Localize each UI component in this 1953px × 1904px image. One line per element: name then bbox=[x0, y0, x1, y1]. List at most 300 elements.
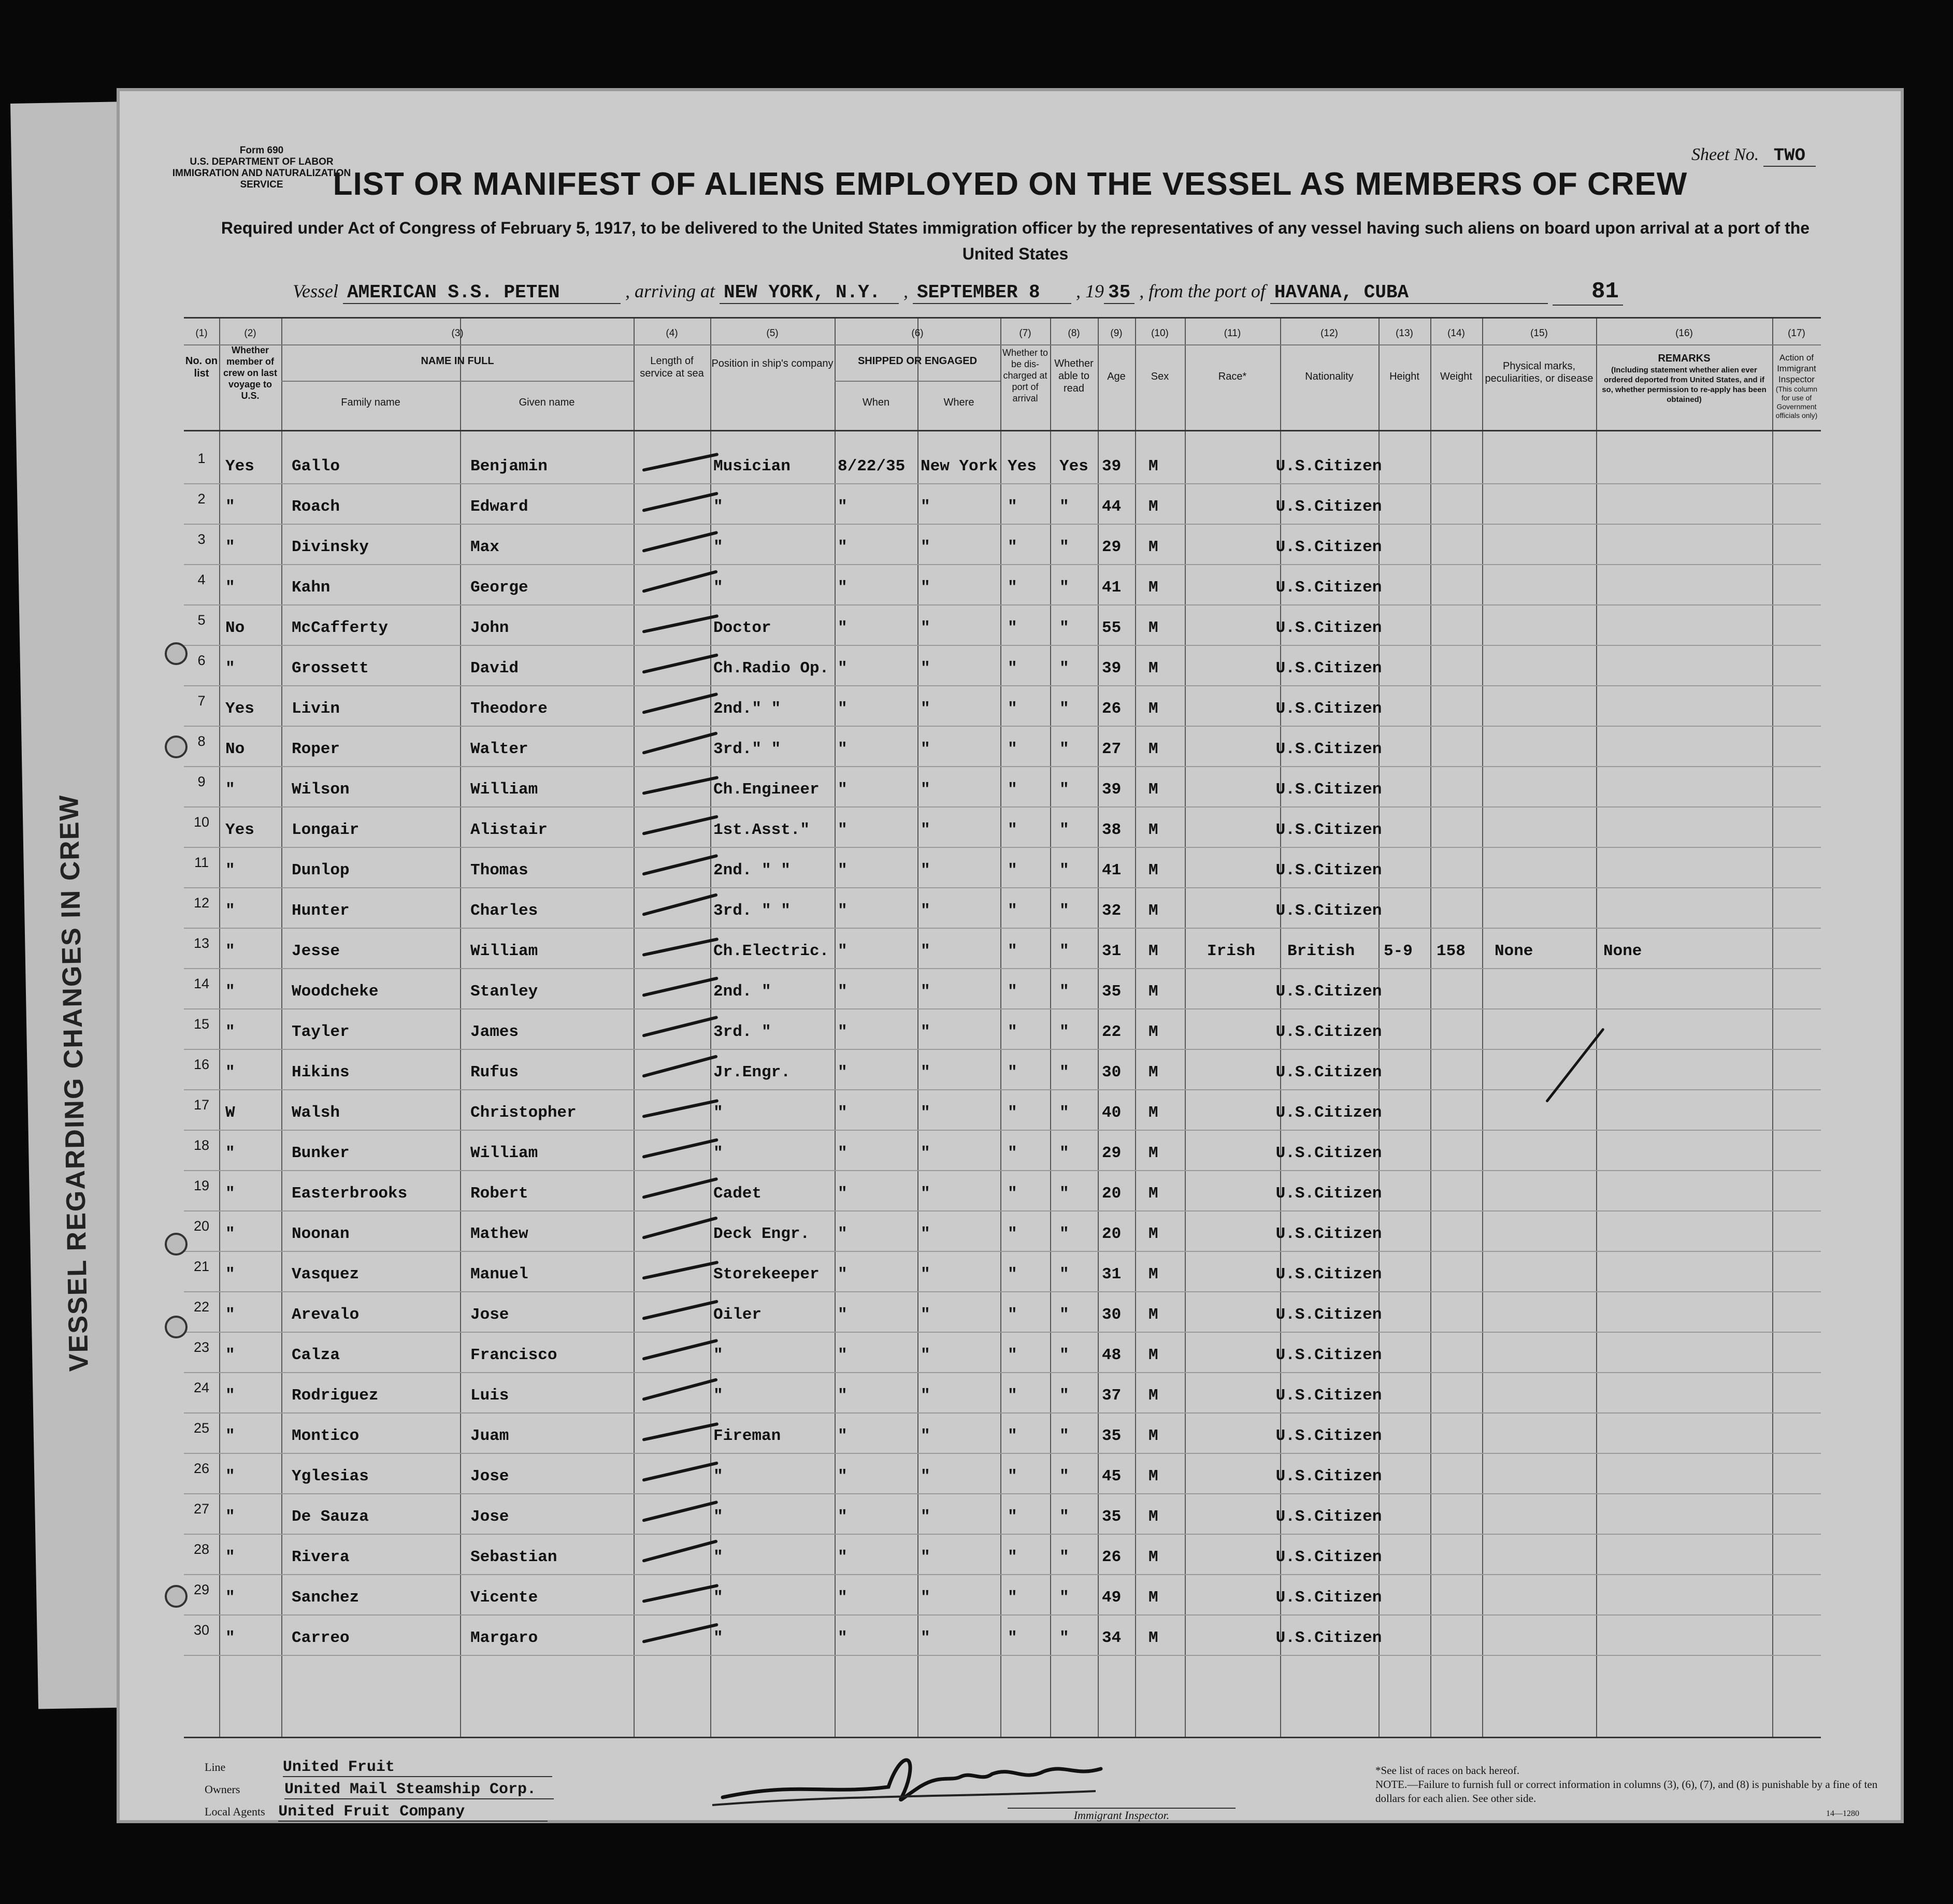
family-name-cell: Montico bbox=[292, 1427, 360, 1445]
column-number: (9) bbox=[1110, 328, 1123, 339]
column-number: (14) bbox=[1447, 328, 1465, 339]
col-height: Height bbox=[1389, 371, 1419, 382]
from-label: , from the port of bbox=[1139, 281, 1266, 301]
race-cell: U.S.Citizen bbox=[1275, 983, 1382, 1001]
age-cell: 49 bbox=[1102, 1589, 1122, 1607]
family-name-cell: Divinsky bbox=[292, 538, 369, 556]
where-cell: " bbox=[921, 1023, 930, 1041]
age-cell: 34 bbox=[1102, 1629, 1122, 1647]
service-length-mark bbox=[642, 976, 719, 997]
member-cell: " bbox=[225, 1427, 235, 1445]
family-name-cell: Vasquez bbox=[292, 1265, 360, 1283]
service-length-mark bbox=[642, 1099, 719, 1118]
age-cell: 37 bbox=[1102, 1387, 1122, 1405]
family-name-cell: Hikins bbox=[292, 1063, 350, 1081]
given-name-cell: George bbox=[470, 579, 528, 597]
age-cell: 27 bbox=[1102, 740, 1122, 758]
page-title: LIST OR MANIFEST OF ALIENS EMPLOYED ON THE VESSEL AS MEMBERS OF CREW bbox=[333, 166, 1688, 202]
column-number: (7) bbox=[1019, 328, 1031, 339]
position-cell: " bbox=[713, 579, 723, 597]
position-cell: " bbox=[713, 1104, 723, 1122]
age-cell: 26 bbox=[1102, 700, 1122, 718]
sex-cell: M bbox=[1148, 700, 1158, 718]
age-cell: 39 bbox=[1102, 659, 1122, 677]
read-cell: " bbox=[1059, 1104, 1069, 1122]
family-name-cell: Woodcheke bbox=[292, 983, 379, 1001]
read-cell: " bbox=[1059, 538, 1069, 556]
weight-cell: 158 bbox=[1437, 942, 1466, 960]
row-rule bbox=[184, 1655, 1821, 1656]
position-cell: " bbox=[713, 1467, 723, 1485]
position-cell: " bbox=[713, 498, 723, 516]
read-cell: " bbox=[1059, 1063, 1069, 1081]
age-cell: 40 bbox=[1102, 1104, 1122, 1122]
position-cell: " bbox=[713, 538, 723, 556]
when-cell: " bbox=[838, 1225, 848, 1243]
service-length-mark bbox=[642, 776, 719, 795]
age-cell: 55 bbox=[1102, 619, 1122, 637]
member-cell: " bbox=[225, 1144, 235, 1162]
when-cell: " bbox=[838, 1467, 848, 1485]
row-rule bbox=[184, 847, 1821, 848]
binder-hole bbox=[165, 642, 188, 665]
age-cell: 32 bbox=[1102, 902, 1122, 920]
service-length-mark bbox=[642, 1584, 719, 1603]
race-cell: U.S.Citizen bbox=[1275, 1467, 1382, 1485]
position-cell: " bbox=[713, 1144, 723, 1162]
binder-hole bbox=[165, 1316, 188, 1338]
given-name-cell: Edward bbox=[470, 498, 528, 516]
col-where: Where bbox=[943, 397, 974, 408]
row-number: 28 bbox=[193, 1541, 210, 1557]
row-number: 24 bbox=[193, 1380, 210, 1395]
read-cell: " bbox=[1059, 1265, 1069, 1283]
given-name-cell: William bbox=[470, 942, 538, 960]
col-sex: Sex bbox=[1151, 371, 1169, 382]
age-cell: 35 bbox=[1102, 1427, 1122, 1445]
row-number: 29 bbox=[193, 1582, 210, 1597]
where-cell: " bbox=[921, 821, 930, 839]
physical-cell: None bbox=[1495, 942, 1533, 960]
service-length-mark bbox=[642, 1055, 717, 1078]
sex-cell: M bbox=[1148, 659, 1158, 677]
sex-cell: M bbox=[1148, 619, 1158, 637]
discharged-cell: " bbox=[1008, 1225, 1017, 1243]
row-rule bbox=[184, 1089, 1821, 1090]
row-number: 14 bbox=[193, 976, 210, 991]
family-name-cell: Yglesias bbox=[292, 1467, 369, 1485]
race-cell: U.S.Citizen bbox=[1275, 1427, 1382, 1445]
position-cell: " bbox=[713, 1629, 723, 1647]
discharged-cell: " bbox=[1008, 781, 1017, 799]
when-cell: " bbox=[838, 1387, 848, 1405]
service-length-mark bbox=[642, 492, 719, 512]
column-number: (5) bbox=[766, 328, 779, 339]
remarks-cell: None bbox=[1603, 942, 1642, 960]
row-number: 9 bbox=[197, 774, 206, 789]
race-cell: U.S.Citizen bbox=[1275, 579, 1382, 597]
given-name-cell: Jose bbox=[470, 1467, 509, 1485]
family-name-cell: Gallo bbox=[292, 457, 340, 475]
service-length-mark bbox=[642, 731, 717, 755]
position-cell: Oiler bbox=[713, 1306, 762, 1324]
position-cell: 3rd. " bbox=[713, 1023, 771, 1041]
member-cell: " bbox=[225, 902, 235, 920]
age-cell: 39 bbox=[1102, 457, 1122, 475]
when-cell: " bbox=[838, 1548, 848, 1566]
arriving-label: , arriving at bbox=[625, 281, 715, 301]
race-cell: U.S.Citizen bbox=[1275, 1387, 1382, 1405]
position-cell: 3rd. " " bbox=[713, 902, 791, 920]
family-name-cell: De Sauza bbox=[292, 1508, 369, 1526]
sex-cell: M bbox=[1148, 942, 1158, 960]
member-cell: No bbox=[225, 619, 245, 637]
read-cell: " bbox=[1059, 1023, 1069, 1041]
discharged-cell: " bbox=[1008, 1306, 1017, 1324]
member-cell: " bbox=[225, 1225, 235, 1243]
where-cell: " bbox=[921, 1508, 930, 1526]
year-value: 35 bbox=[1104, 282, 1135, 304]
sex-cell: M bbox=[1148, 1548, 1158, 1566]
sex-cell: M bbox=[1148, 1104, 1158, 1122]
given-name-cell: Margaro bbox=[470, 1629, 538, 1647]
age-cell: 39 bbox=[1102, 781, 1122, 799]
service-length-mark bbox=[642, 1623, 719, 1643]
where-cell: " bbox=[921, 740, 930, 758]
when-cell: " bbox=[838, 1427, 848, 1445]
when-cell: " bbox=[838, 1023, 848, 1041]
position-cell: Jr.Engr. bbox=[713, 1063, 791, 1081]
family-name-cell: Longair bbox=[292, 821, 360, 839]
when-cell: " bbox=[838, 942, 848, 960]
row-rule bbox=[184, 1614, 1821, 1615]
header-bottom-rule bbox=[184, 430, 1821, 431]
sex-cell: M bbox=[1148, 1387, 1158, 1405]
column-rule bbox=[1000, 319, 1001, 1737]
page-number: 81 bbox=[1553, 279, 1623, 306]
family-name-cell: Walsh bbox=[292, 1104, 340, 1122]
where-cell: " bbox=[921, 498, 930, 516]
row-rule bbox=[184, 1291, 1821, 1292]
race-cell: U.S.Citizen bbox=[1275, 821, 1382, 839]
row-rule bbox=[184, 1008, 1821, 1009]
member-cell: " bbox=[225, 1589, 235, 1607]
column-rule bbox=[1050, 319, 1051, 1737]
discharged-cell: " bbox=[1008, 983, 1017, 1001]
race-cell: U.S.Citizen bbox=[1275, 1265, 1382, 1283]
service-length-mark bbox=[642, 854, 718, 876]
race-cell: U.S.Citizen bbox=[1275, 538, 1382, 556]
col-length-service: Length of service at sea bbox=[640, 355, 704, 379]
when-cell: " bbox=[838, 1589, 848, 1607]
row-number: 19 bbox=[193, 1178, 210, 1193]
row-number: 5 bbox=[197, 612, 206, 628]
height-cell: 5-9 bbox=[1384, 942, 1413, 960]
sex-cell: M bbox=[1148, 538, 1158, 556]
read-cell: " bbox=[1059, 902, 1069, 920]
row-rule bbox=[184, 726, 1821, 727]
where-cell: " bbox=[921, 1104, 930, 1122]
column-rule bbox=[835, 319, 836, 1737]
line-value: United Fruit bbox=[283, 1758, 552, 1777]
signature-text bbox=[909, 1761, 1052, 1789]
given-name-cell: William bbox=[470, 1144, 538, 1162]
discharged-cell: " bbox=[1008, 538, 1017, 556]
row-rule bbox=[184, 1251, 1821, 1252]
age-cell: 29 bbox=[1102, 1144, 1122, 1162]
where-cell: " bbox=[921, 1225, 930, 1243]
race-cell: U.S.Citizen bbox=[1275, 1629, 1382, 1647]
form-number: Form 690 bbox=[239, 145, 284, 156]
sheet-label: Sheet No. bbox=[1691, 145, 1759, 164]
when-cell: " bbox=[838, 1306, 848, 1324]
family-name-cell: Roper bbox=[292, 740, 340, 758]
where-cell: " bbox=[921, 1589, 930, 1607]
age-cell: 44 bbox=[1102, 498, 1122, 516]
read-cell: " bbox=[1059, 1346, 1069, 1364]
owners-value: United Mail Steamship Corp. bbox=[284, 1781, 554, 1799]
col-name-in-full: NAME IN FULL bbox=[421, 355, 494, 367]
age-cell: 31 bbox=[1102, 942, 1122, 960]
when-cell: " bbox=[838, 1265, 848, 1283]
where-cell: " bbox=[921, 1427, 930, 1445]
nationality-cell: British bbox=[1287, 942, 1355, 960]
col-physical: Physical marks, peculiarities, or disease bbox=[1485, 360, 1593, 384]
position-cell: Deck Engr. bbox=[713, 1225, 810, 1243]
arriving-value: NEW YORK, N.Y. bbox=[720, 282, 899, 304]
row-number: 4 bbox=[197, 572, 206, 587]
header-rule bbox=[184, 344, 1821, 345]
penalty-note: NOTE.—Failure to furnish full or correct information in columns (3), (6), (7), and (8) is punishable by a fine of ten dollars for each alien. See other side. bbox=[1375, 1778, 1878, 1805]
sex-cell: M bbox=[1148, 1063, 1158, 1081]
race-cell: U.S.Citizen bbox=[1275, 700, 1382, 718]
family-name-cell: Dunlop bbox=[292, 861, 350, 879]
column-number: (13) bbox=[1396, 328, 1413, 339]
service-name: IMMIGRATION AND NATURALIZATION SERVICE bbox=[172, 168, 351, 190]
column-number: (2) bbox=[244, 328, 256, 339]
given-name-cell: Luis bbox=[470, 1387, 509, 1405]
age-cell: 45 bbox=[1102, 1467, 1122, 1485]
where-cell: " bbox=[921, 1185, 930, 1203]
from-value: HAVANA, CUBA bbox=[1270, 282, 1548, 304]
where-cell: " bbox=[921, 1467, 930, 1485]
race-cell: U.S.Citizen bbox=[1275, 659, 1382, 677]
when-cell: " bbox=[838, 498, 848, 516]
when-cell: " bbox=[838, 1346, 848, 1364]
row-rule bbox=[184, 1534, 1821, 1535]
column-rule bbox=[1482, 319, 1483, 1737]
service-length-mark bbox=[642, 1539, 717, 1563]
member-cell: " bbox=[225, 1629, 235, 1647]
row-rule bbox=[184, 1372, 1821, 1373]
member-cell: Yes bbox=[225, 457, 254, 475]
discharged-cell: " bbox=[1008, 1387, 1017, 1405]
race-cell: U.S.Citizen bbox=[1275, 902, 1382, 920]
inspector-signature bbox=[692, 1746, 1158, 1818]
row-number: 23 bbox=[193, 1339, 210, 1355]
when-cell: " bbox=[838, 902, 848, 920]
column-number: (11) bbox=[1224, 328, 1241, 339]
discharged-cell: " bbox=[1008, 1104, 1017, 1122]
vessel-label: Vessel bbox=[293, 281, 338, 301]
discharged-cell: " bbox=[1008, 579, 1017, 597]
service-length-mark bbox=[642, 653, 719, 674]
when-cell: 8/22/35 bbox=[838, 457, 906, 475]
member-cell: " bbox=[225, 1508, 235, 1526]
form-code: 14—1280 bbox=[1826, 1809, 1859, 1818]
member-cell: Yes bbox=[225, 700, 254, 718]
owners-label: Owners bbox=[205, 1783, 240, 1796]
column-number: (3) bbox=[451, 328, 464, 339]
given-name-cell: Walter bbox=[470, 740, 528, 758]
read-cell: " bbox=[1059, 781, 1069, 799]
position-cell: 2nd. " " bbox=[713, 861, 791, 879]
where-cell: " bbox=[921, 902, 930, 920]
service-length-mark bbox=[642, 815, 719, 835]
age-cell: 35 bbox=[1102, 1508, 1122, 1526]
header-rule bbox=[281, 381, 634, 382]
vessel-line: Vessel AMERICAN S.S. PETEN , arriving at NEW YORK, N.Y. , SEPTEMBER 8 , 19 35 , from the port of HAVANA, CUBA 81 bbox=[293, 279, 1847, 306]
row-rule bbox=[184, 564, 1821, 565]
column-rule bbox=[1430, 319, 1431, 1737]
age-cell: 38 bbox=[1102, 821, 1122, 839]
service-length-mark bbox=[642, 893, 717, 916]
service-length-mark bbox=[642, 1461, 719, 1482]
given-name-cell: Stanley bbox=[470, 983, 538, 1001]
family-name-cell: Jesse bbox=[292, 942, 340, 960]
where-cell: " bbox=[921, 538, 930, 556]
position-cell: Musician bbox=[713, 457, 791, 475]
position-cell: Ch.Electric. bbox=[713, 942, 829, 960]
position-cell: 1st.Asst." bbox=[713, 821, 810, 839]
age-cell: 41 bbox=[1102, 579, 1122, 597]
where-cell: " bbox=[921, 1346, 930, 1364]
sex-cell: M bbox=[1148, 1144, 1158, 1162]
discharged-cell: " bbox=[1008, 1508, 1017, 1526]
race-cell: U.S.Citizen bbox=[1275, 1185, 1382, 1203]
given-name-cell: Theodore bbox=[470, 700, 548, 718]
sex-cell: M bbox=[1148, 1508, 1158, 1526]
discharged-cell: " bbox=[1008, 1629, 1017, 1647]
when-cell: " bbox=[838, 538, 848, 556]
line-label: Line bbox=[205, 1761, 226, 1773]
position-cell: " bbox=[713, 1589, 723, 1607]
race-cell: Irish bbox=[1207, 942, 1256, 960]
col-action-label: Action of Immigrant Inspector bbox=[1777, 353, 1816, 384]
when-cell: " bbox=[838, 1508, 848, 1526]
discharged-cell: " bbox=[1008, 659, 1017, 677]
where-cell: " bbox=[921, 1548, 930, 1566]
service-length-mark bbox=[642, 1138, 719, 1159]
where-cell: " bbox=[921, 983, 930, 1001]
race-cell: U.S.Citizen bbox=[1275, 1225, 1382, 1243]
given-name-cell: Sebastian bbox=[470, 1548, 557, 1566]
col-shipped: SHIPPED OR ENGAGED bbox=[857, 355, 978, 367]
member-cell: " bbox=[225, 1548, 235, 1566]
sex-cell: M bbox=[1148, 740, 1158, 758]
row-rule bbox=[184, 685, 1821, 686]
race-cell: U.S.Citizen bbox=[1275, 1589, 1382, 1607]
sex-cell: M bbox=[1148, 457, 1158, 475]
where-cell: " bbox=[921, 1063, 930, 1081]
service-length-mark bbox=[642, 1300, 719, 1320]
service-length-mark bbox=[642, 1501, 718, 1522]
discharged-cell: " bbox=[1008, 498, 1017, 516]
position-cell: Cadet bbox=[713, 1185, 762, 1203]
where-cell: " bbox=[921, 1629, 930, 1647]
when-cell: " bbox=[838, 781, 848, 799]
age-cell: 30 bbox=[1102, 1063, 1122, 1081]
year-prefix: , 19 bbox=[1076, 281, 1104, 301]
agents-value: United Fruit Company bbox=[278, 1803, 548, 1822]
race-cell: U.S.Citizen bbox=[1275, 1023, 1382, 1041]
position-cell: Fireman bbox=[713, 1427, 781, 1445]
binder-hole bbox=[165, 735, 188, 758]
age-cell: 20 bbox=[1102, 1225, 1122, 1243]
when-cell: " bbox=[838, 1629, 848, 1647]
discharged-cell: " bbox=[1008, 1185, 1017, 1203]
race-cell: U.S.Citizen bbox=[1275, 781, 1382, 799]
column-rule bbox=[1772, 319, 1773, 1737]
family-name-cell: Roach bbox=[292, 498, 340, 516]
binder-hole bbox=[165, 1585, 188, 1608]
service-length-mark bbox=[642, 693, 718, 714]
row-rule bbox=[184, 604, 1821, 605]
where-cell: " bbox=[921, 659, 930, 677]
family-name-cell: Grossett bbox=[292, 659, 369, 677]
read-cell: " bbox=[1059, 942, 1069, 960]
read-cell: " bbox=[1059, 1306, 1069, 1324]
read-cell: " bbox=[1059, 983, 1069, 1001]
position-cell: 2nd." " bbox=[713, 700, 781, 718]
read-cell: " bbox=[1059, 1508, 1069, 1526]
row-number: 2 bbox=[197, 491, 206, 507]
member-cell: " bbox=[225, 861, 235, 879]
read-cell: " bbox=[1059, 1225, 1069, 1243]
read-cell: " bbox=[1059, 821, 1069, 839]
given-name-cell: Mathew bbox=[470, 1225, 528, 1243]
service-length-mark bbox=[642, 937, 719, 957]
family-name-cell: Wilson bbox=[292, 781, 350, 799]
service-length-mark bbox=[642, 453, 719, 472]
read-cell: Yes bbox=[1059, 457, 1088, 475]
sex-cell: M bbox=[1148, 1023, 1158, 1041]
when-cell: " bbox=[838, 983, 848, 1001]
row-rule bbox=[184, 1170, 1821, 1171]
discharged-cell: " bbox=[1008, 1467, 1017, 1485]
race-cell: U.S.Citizen bbox=[1275, 740, 1382, 758]
where-cell: " bbox=[921, 619, 930, 637]
service-length-mark bbox=[642, 1016, 718, 1037]
read-cell: " bbox=[1059, 1144, 1069, 1162]
family-name-cell: Rivera bbox=[292, 1548, 350, 1566]
family-name-cell: Carreo bbox=[292, 1629, 350, 1647]
row-number: 25 bbox=[193, 1420, 210, 1436]
discharged-cell: " bbox=[1008, 740, 1017, 758]
when-cell: " bbox=[838, 579, 848, 597]
row-number: 18 bbox=[193, 1137, 210, 1153]
race-cell: U.S.Citizen bbox=[1275, 619, 1382, 637]
age-cell: 41 bbox=[1102, 861, 1122, 879]
read-cell: " bbox=[1059, 659, 1069, 677]
race-note: *See list of races on back hereof. bbox=[1375, 1764, 1520, 1777]
given-name-cell: John bbox=[470, 619, 509, 637]
service-length-mark bbox=[642, 1216, 717, 1239]
age-cell: 48 bbox=[1102, 1346, 1122, 1364]
race-cell: U.S.Citizen bbox=[1275, 457, 1382, 475]
where-cell: New York bbox=[921, 457, 998, 475]
where-cell: " bbox=[921, 1265, 930, 1283]
